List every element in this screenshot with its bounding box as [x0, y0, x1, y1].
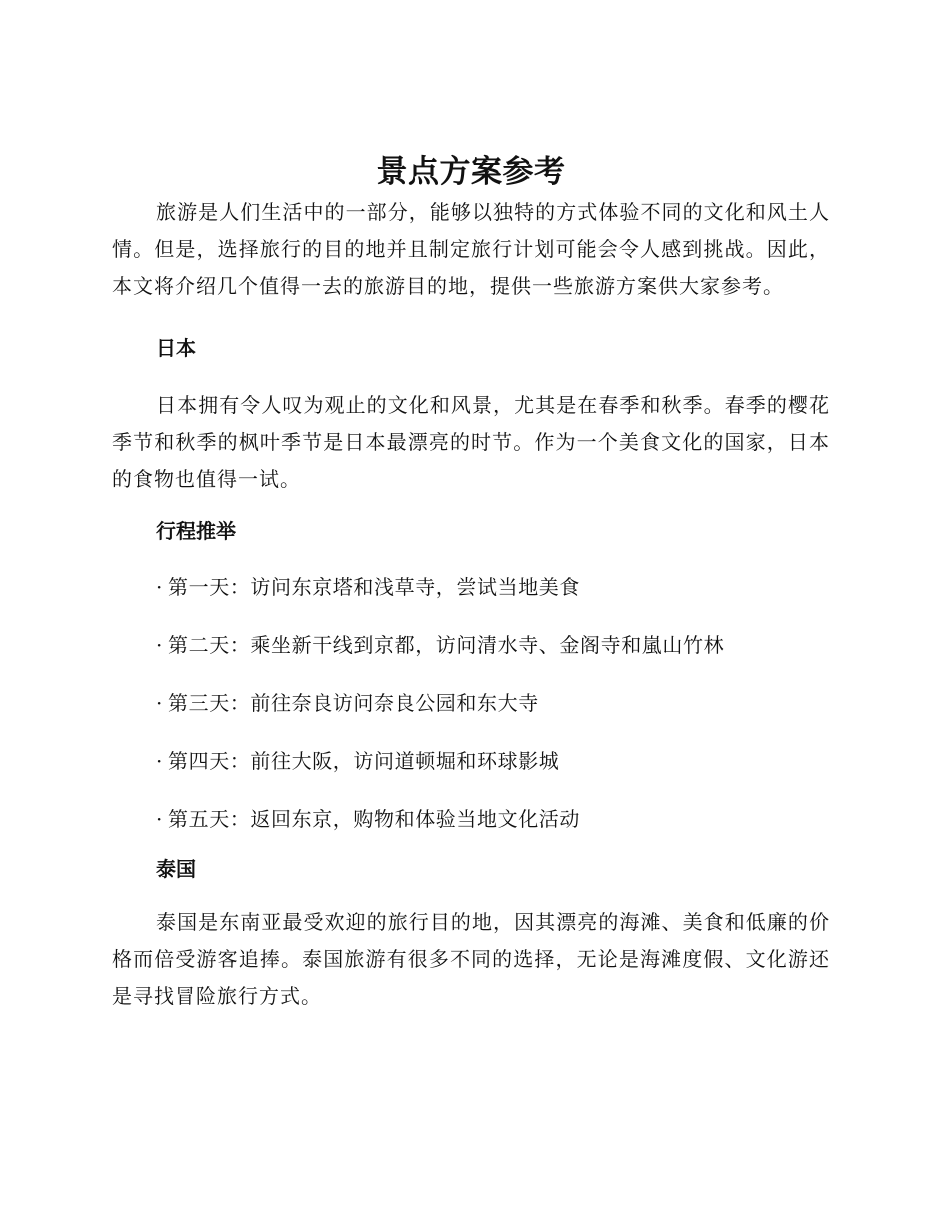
document-content — [112, 150, 830, 1015]
bullet: · — [156, 807, 163, 831]
bullet: · — [156, 633, 163, 657]
bullet: · — [156, 575, 163, 599]
itinerary-item-day2 — [112, 630, 830, 660]
section-heading-japan: 日本 — [156, 336, 196, 360]
itinerary-item-day1 — [112, 572, 830, 602]
itinerary-heading: 行程推举 — [156, 519, 236, 543]
itinerary-list — [112, 572, 830, 834]
itinerary-item-day5 — [112, 804, 830, 834]
itinerary-item-text: 第三天：前往奈良访问奈良公园和东大寺 — [168, 691, 539, 715]
document-title: 景点方案参考 — [376, 154, 566, 190]
itinerary-item-text: 第四天：前往大阪，访问道顿堀和环球影城 — [168, 749, 560, 773]
thailand-paragraph: 泰国是东南亚最受欢迎的旅行目的地，因其漂亮的海滩、美食和低廉的价格而倍受游客追捧。泰国旅游有很多不同的选择，无论是海滩度假、文化游还是寻找冒险旅行方式。 — [112, 910, 830, 1008]
section-heading-thailand: 泰国 — [156, 857, 196, 881]
intro-paragraph: 旅游是人们生活中的一部分，能够以独特的方式体验不同的文化和风土人情。但是，选择旅行的目的地并且制定旅行计划可能会令人感到挑战。因此，本文将介绍几个值得一去的旅游目的地，提供一些旅游方案供大家参考。 — [112, 200, 830, 298]
itinerary-item-text: 第五天：返回东京，购物和体验当地文化活动 — [168, 807, 580, 831]
itinerary-item-day3 — [112, 688, 830, 718]
bullet: · — [156, 691, 163, 715]
itinerary-item-text: 第一天：访问东京塔和浅草寺，尝试当地美食 — [168, 575, 580, 599]
japan-paragraph: 日本拥有令人叹为观止的文化和风景，尤其是在春季和秋季。春季的樱花季节和秋季的枫叶季节是日本最漂亮的时节。作为一个美食文化的国家，日本的食物也值得一试。 — [112, 393, 830, 491]
itinerary-item-text: 第二天：乘坐新干线到京都，访问清水寺、金阁寺和嵐山竹林 — [168, 633, 725, 657]
bullet: · — [156, 749, 163, 773]
itinerary-item-day4 — [112, 746, 830, 776]
